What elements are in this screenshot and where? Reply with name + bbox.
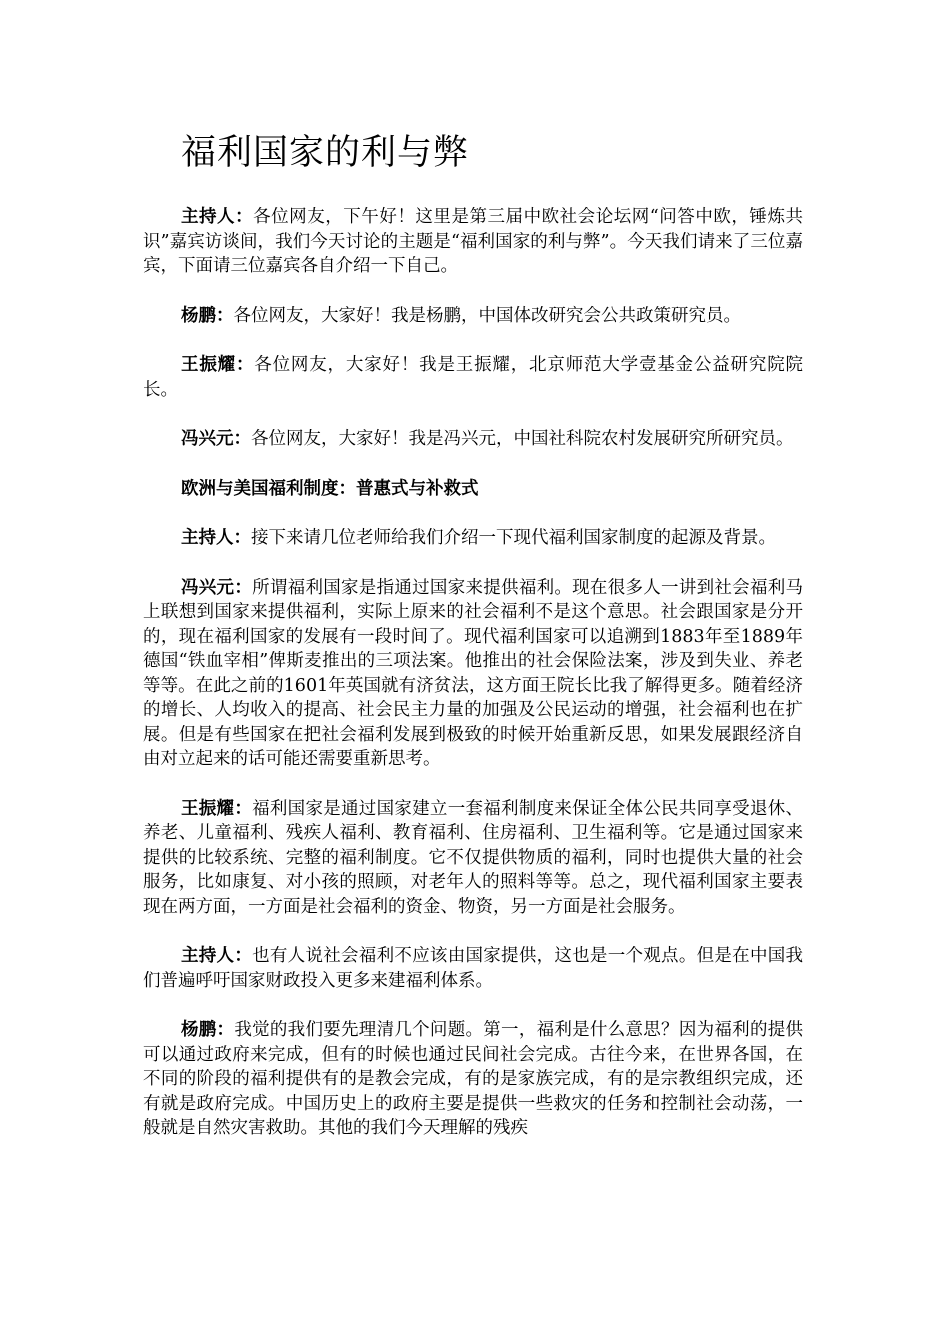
paragraph-text: 我觉的我们要先理清几个问题。第一，福利是什么意思？因为福利的提供可以通过政府来完成，但有的时候也通过民间社会完成。古往今来，在世界各国，在不同的阶段的福利提供有的是教会完成，有的是家族完成，有的是宗教组织完成，还有就是政府完成。中国历史上的政府主要是提供一些救灾的任务和控制社会动荡，一般就是自然灾害救助。其他的我们今天理解的残疾 <box>143 1020 804 1138</box>
paragraph-host-comment <box>143 944 803 993</box>
speaker-label: 主持人： <box>181 528 251 548</box>
document-page <box>143 128 803 1166</box>
speaker-label: 王振耀： <box>181 355 255 375</box>
paragraph-text: 各位网友，大家好！我是冯兴元，中国社科院农村发展研究所研究员。 <box>251 429 794 449</box>
paragraph-text: 所谓福利国家是指通过国家来提供福利。现在很多人一讲到社会福利马上联想到国家来提供福利，实际上原来的社会福利不是这个意思。社会跟国家是分开的，现在福利国家的发展有一段时间了。现代福利国家可以追溯到1883年至1889年德国“铁血宰相”俾斯麦推出的三项法案。他推出的社会保险法案，涉及到失业、养老等等。在此之前的1601年英国就有济贫法，这方面王院长比我了解得更多。随着经济的增长、人均收入的提高、社会民主力量的加强及公民运动的增强，社会福利也在扩展。但是有些国家在把社会福利发展到极致的时候开始重新反思，如果发展跟经济自由对立起来的话可能还需要重新思考。 <box>143 577 804 769</box>
paragraph-text: 接下来请几位老师给我们介绍一下现代福利国家制度的起源及背景。 <box>251 528 776 548</box>
paragraph-wang-answer <box>143 797 803 920</box>
paragraph-yang-intro <box>143 304 803 329</box>
paragraph-host-intro <box>143 205 803 279</box>
speaker-label: 冯兴元： <box>181 429 251 449</box>
speaker-label: 主持人： <box>181 946 253 966</box>
speaker-label: 冯兴元： <box>181 577 253 598</box>
speaker-label: 杨鹏： <box>181 305 234 326</box>
paragraph-text: 各位网友，大家好！我是王振耀，北京师范大学壹基金公益研究院院长。 <box>143 355 804 400</box>
speaker-label: 主持人： <box>181 207 254 227</box>
paragraph-text: 福利国家是通过国家建立一套福利制度来保证全体公民共同享受退休、养老、儿童福利、残疾人福利、教育福利、住房福利、卫生福利等。它是通过国家来提供的比较系统、完整的福利制度。它不仅提供物质的福利，同时也提供大量的社会服务，比如康复、对小孩的照顾，对老年人的照料等等。总之，现代福利国家主要表现在两方面，一方面是社会福利的资金、物资，另一方面是社会服务。 <box>143 798 804 917</box>
section-heading: 欧洲与美国福利制度：普惠式与补救式 <box>181 478 479 499</box>
paragraph-yang-answer <box>143 1018 803 1141</box>
speaker-label: 杨鹏： <box>181 1020 235 1040</box>
paragraph-feng-intro <box>143 427 803 452</box>
paragraph-text: 各位网友，大家好！我是杨鹏，中国体改研究会公共政策研究员。 <box>233 305 741 326</box>
paragraph-host-question <box>143 526 803 551</box>
speaker-label: 王振耀： <box>181 798 253 819</box>
paragraph-feng-answer <box>143 576 803 772</box>
document-title: 福利国家的利与弊 <box>181 133 470 173</box>
paragraph-text: 也有人说社会福利不应该由国家提供，这也是一个观点。但是在中国我们普遍呼吁国家财政投入更多来建福利体系。 <box>143 946 804 991</box>
paragraph-wang-intro <box>143 353 803 402</box>
paragraph-text: 各位网友，下午好！这里是第三届中欧社会论坛网“问答中欧，锤炼共识”嘉宾访谈间，我们今天讨论的主题是“福利国家的利与弊”。今天我们请来了三位嘉宾，下面请三位嘉宾各自介绍一下自己。 <box>143 207 803 276</box>
